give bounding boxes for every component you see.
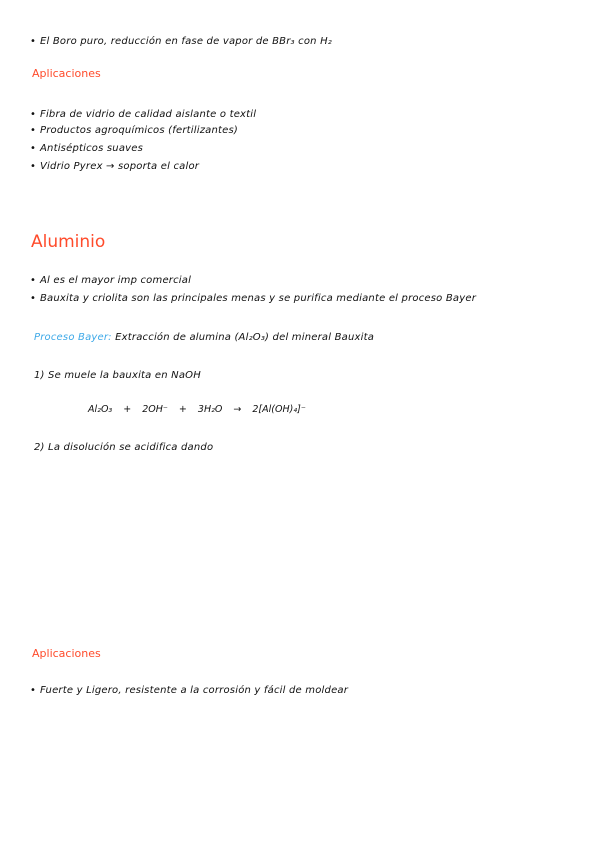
boro-app-item-text: Vidrio Pyrex → soporta el calor bbox=[40, 161, 200, 172]
boro-app-item bbox=[30, 160, 199, 174]
aluminio-applications-heading: Aplicaciones bbox=[32, 647, 101, 660]
step-1: 1) Se muele la bauxita en NaOH bbox=[34, 370, 201, 381]
proceso-bayer-label: Proceso Bayer: bbox=[34, 332, 112, 343]
bullet: • bbox=[30, 293, 37, 304]
boro-line-text: El Boro puro, reducción en fase de vapor de BBr₃ con H₂ bbox=[40, 36, 332, 47]
bullet: • bbox=[30, 685, 37, 696]
boro-app-item bbox=[30, 108, 256, 122]
aluminio-app-item bbox=[30, 684, 348, 698]
aluminio-app-item-text: Fuerte y Ligero, resistente a la corrosión y fácil de moldear bbox=[40, 685, 349, 696]
aluminio-item bbox=[30, 274, 191, 288]
bullet: • bbox=[30, 36, 37, 47]
bullet: • bbox=[30, 109, 37, 120]
boro-app-item-text: Fibra de vidrio de calidad aislante o textil bbox=[40, 109, 257, 120]
bullet: • bbox=[30, 125, 37, 136]
proceso-bayer-line bbox=[34, 331, 374, 345]
bullet: • bbox=[30, 161, 37, 172]
aluminio-item-text: Bauxita y criolita son las principales menas y se purifica mediante el proceso Bayer bbox=[40, 293, 477, 304]
bayer-equation: Al₂O₃ + 2OH⁻ + 3H₂O → 2[Al(OH)₄]⁻ bbox=[88, 404, 306, 415]
aluminio-item-text: Al es el mayor imp comercial bbox=[40, 275, 192, 286]
aluminio-heading: Aluminio bbox=[31, 232, 106, 252]
boro-app-item bbox=[30, 142, 143, 156]
bullet: • bbox=[30, 275, 37, 286]
boro-app-item-text: Antisépticos suaves bbox=[40, 143, 144, 154]
boro-app-item bbox=[30, 124, 238, 138]
aluminio-item bbox=[30, 292, 476, 306]
boro-applications-heading: Aplicaciones bbox=[32, 67, 101, 80]
step-2: 2) La disolución se acidifica dando bbox=[34, 442, 214, 453]
boro-line bbox=[30, 35, 332, 49]
boro-app-item-text: Productos agroquímicos (fertilizantes) bbox=[40, 125, 239, 136]
bullet: • bbox=[30, 143, 37, 154]
proceso-bayer-text: Extracción de alumina (Al₂O₃) del mineral Bauxita bbox=[115, 332, 375, 343]
